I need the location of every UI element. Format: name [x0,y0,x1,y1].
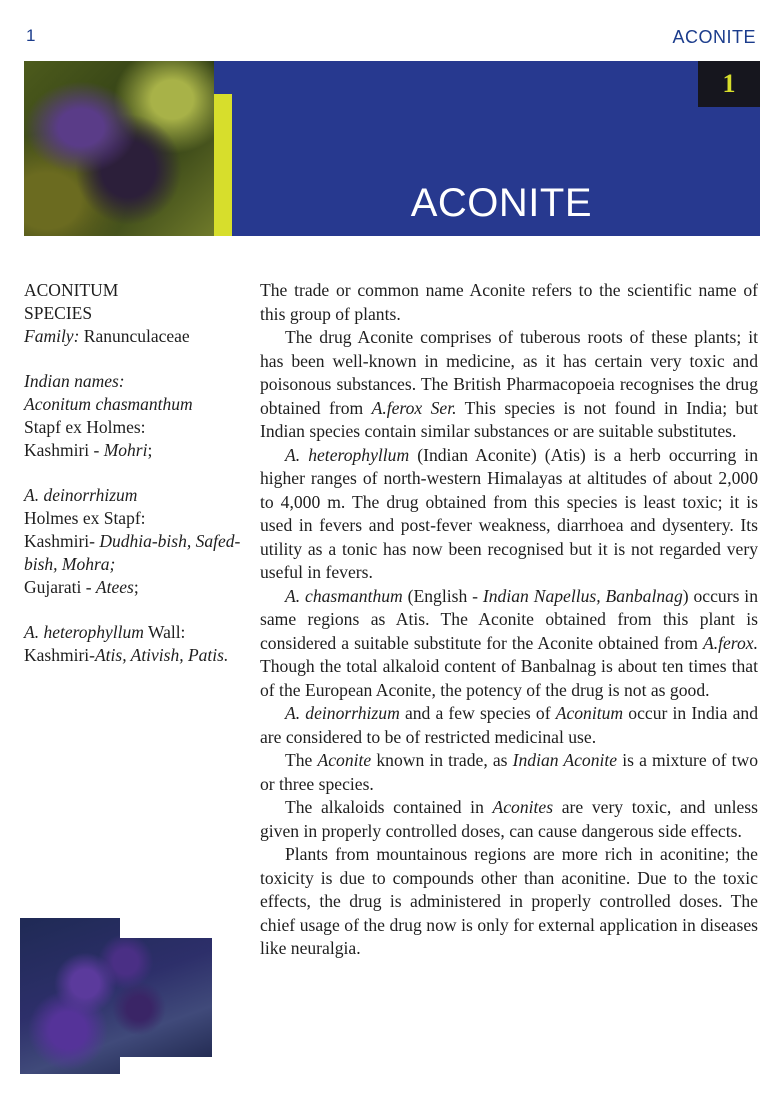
species-2-name: A. deinorrhizum [24,485,138,505]
species-2-gujarati-prefix: Gujarati - [24,577,96,597]
indian-names-label: Indian names: [24,371,125,391]
species-3-local-prefix: Kashmiri- [24,645,95,665]
aconite-flower-photo [24,61,214,236]
chapter-number-badge: 1 [698,61,760,107]
species-2-gujarati-suffix: ; [133,577,139,597]
p6-indian-aconite: Indian Aconite [512,750,618,770]
p4-text-b: (English - [402,585,483,606]
p4-species-ferox: A.ferox. [702,632,758,653]
p4-english-names: Indian Napellus, Banbalnag [482,585,683,606]
flower-cluster-photo [20,918,212,1074]
p2-text-a: The drug Aconite comprises of tuberous roots of these plants; it has been well-known in medicine, as it has certain very toxic and poisonous substances. The British Pharmacopoeia recognises the drug obtained from [260,327,758,418]
sidebar-species-info [24,279,244,689]
paragraph-3 [260,444,758,585]
paragraph-7 [260,796,758,843]
p7-text-a: The alkaloids contained in [285,797,493,817]
family-label: Family: [24,326,80,346]
accent-stripe [214,94,232,236]
species-name-line1: ACONITUM [24,280,119,300]
species-heading [24,279,244,348]
species-2-authority: Holmes ex Stapf: [24,508,146,528]
paragraph-5 [260,702,758,749]
species-3-authority: Wall: [143,622,186,642]
p2-species: A.ferox Ser. [371,397,457,418]
p5-genus: Aconitum [555,703,624,723]
p3-species: A. heterophyllum [285,444,410,465]
p6-text-a: The [285,750,318,770]
p2-text-c: This species is not found in India; but Indian species contain similar substances or are suitable substitutes. [260,397,759,441]
paragraph-1: The trade or common name Aconite refers to the scientific name of this group of plants. [260,280,758,324]
species-1-local-suffix: ; [147,440,153,460]
p4-text-d: ) occurs in same regions as Atis. The Aconite obtained from this plant is considered a suitable substitute for the Aconite obtained from [260,585,758,653]
p4-text-f: Though the total alkaloid content of Banbalnag is about ten times that of the European Aconite, the potency of the drug is not as good. [260,656,758,700]
paragraph-8: Plants from mountainous regions are more rich in aconitine; the toxicity is due to compounds other than aconitine. Due to the toxic effects, the drug is administered in properly controlled doses. The chief usage of the drug now is only for external application in diseases like neuralgia. [260,844,758,958]
photo-corner-cut-top [120,918,212,938]
species-2-local-prefix: Kashmiri- [24,531,100,551]
p6-aconite: Aconite [317,750,372,770]
species-3-local-names: Atis, Ativish, Patis. [94,645,229,665]
species-3-name: A. heterophyllum [24,622,144,642]
chapter-title: ACONITE [410,181,592,225]
p5-species: A. deinorrhizum [285,703,400,723]
species-3-block [24,621,244,667]
family-value: Ranunculaceae [79,326,190,346]
running-header-title: ACONITE [672,27,756,47]
p6-text-e: is a mixture of two or three species. [260,750,758,794]
page-number: 1 [26,26,36,45]
species-2-block [24,484,244,599]
p6-text-c: known in trade, as [371,750,513,770]
species-1-block [24,370,244,462]
paragraph-6 [260,749,758,796]
body-text [260,279,758,961]
p7-aconites: Aconites [492,797,554,817]
species-1-local-prefix: Kashmiri - [24,440,104,460]
p5-text-b: and a few species of [399,703,556,723]
species-2-local-names: Dudhia-bish, Safed-bish, Mohra; [24,531,241,574]
species-1-local-name: Mohri [103,440,148,460]
paragraph-2 [260,326,758,444]
p4-species: A. chasmanthum [285,585,403,606]
p5-text-d: occur in India and are considered to be of restricted medicinal use. [260,703,759,747]
chapter-banner [24,61,760,236]
species-name-line2: SPECIES [24,303,93,323]
p3-text: (Indian Aconite) (Atis) is a herb occurring in higher ranges of north-western Himalayas at altitudes of about 2,000 to 4,000 m. The drug obtained from this species is least toxic; it is used in fevers and post-fever weakness, diarrhoea and dysentery. Its utility as a tonic has now been recognised but it is not regarded very useful in fevers. [260,444,758,582]
species-2-gujarati-name: Atees [95,577,134,597]
photo-corner-cut-bottom [120,1057,212,1074]
species-1-name: Aconitum chasmanthum [24,394,193,414]
p7-text-c: are very toxic, and unless given in properly controlled doses, can cause dangerous side effects. [260,797,758,841]
paragraph-4 [260,585,758,703]
species-1-authority: Stapf ex Holmes: [24,417,146,437]
